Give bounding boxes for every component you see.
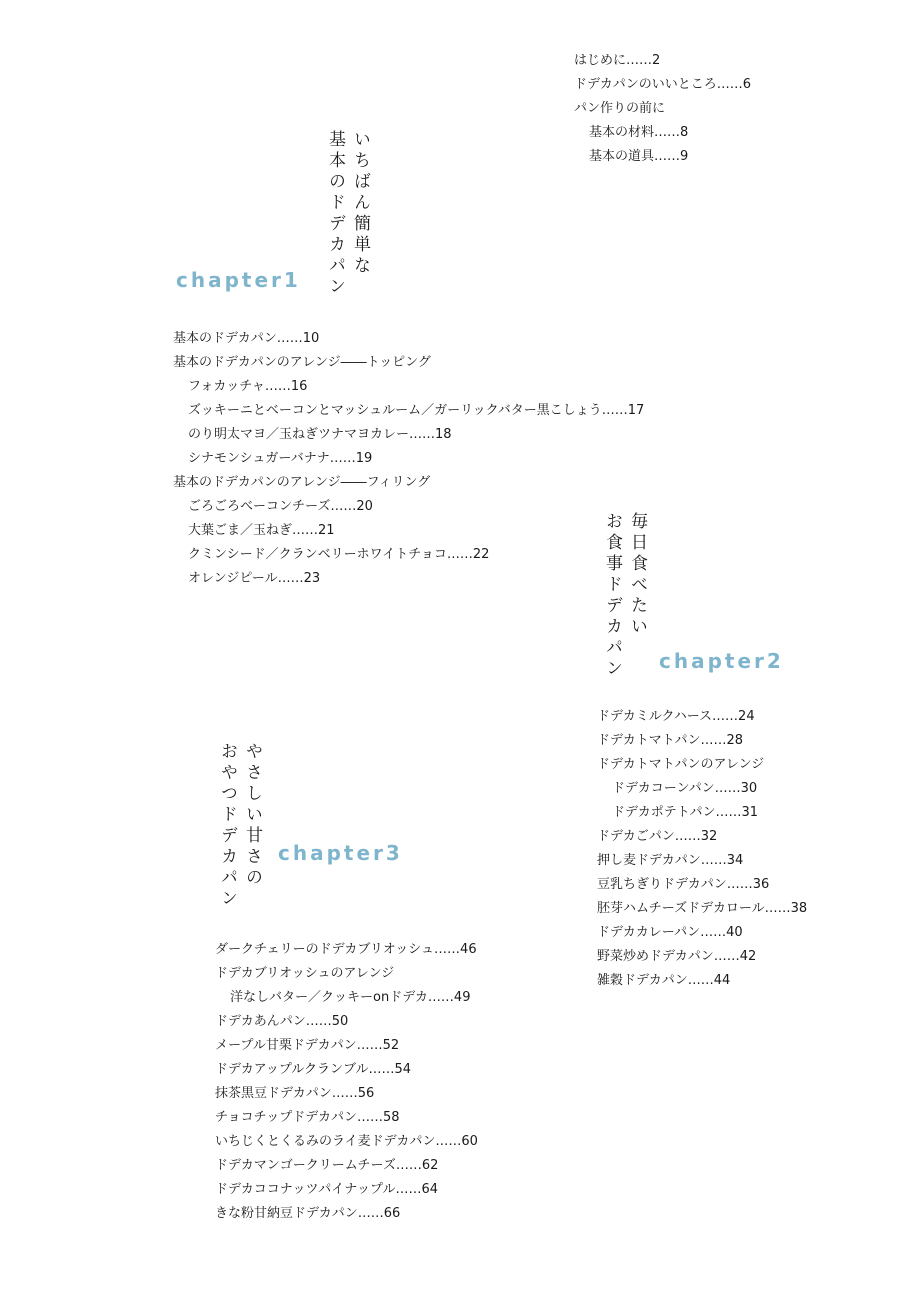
toc-entry[interactable]: ドデカマンゴークリームチーズ……62 (215, 1158, 439, 1173)
toc-entry[interactable]: ドデカアップルクランブル……54 (215, 1062, 412, 1077)
toc-entry[interactable]: クミンシード／クランベリーホワイトチョコ……22 (188, 547, 490, 562)
toc-entry[interactable]: ドデカトマトパン……28 (597, 733, 744, 748)
toc-entry[interactable]: ドデカカレーパン……40 (597, 925, 743, 940)
toc-entry[interactable]: きな粉甘納豆ドデカパン……66 (215, 1206, 401, 1221)
chapter2-label: chapter2 (659, 649, 784, 673)
toc-entry[interactable]: 基本のドデカパン……10 (173, 331, 320, 346)
toc-entry[interactable]: 基本の道具……9 (589, 149, 689, 164)
toc-entry[interactable]: ドデカトマトパンのアレンジ (597, 757, 765, 772)
toc-entry[interactable]: 胚芽ハムチーズドデカロール……38 (597, 901, 808, 916)
chapter2-title-line1: 毎日食べたい (627, 512, 647, 638)
toc-entry[interactable]: ドデカブリオッシュのアレンジ (215, 966, 395, 981)
toc-entry[interactable]: シナモンシュガーバナナ……19 (188, 451, 373, 466)
chapter1-title-line2: 基本のドデカパン (325, 130, 345, 298)
toc-entry[interactable]: ドデカコーンパン……30 (612, 781, 758, 796)
toc-entry[interactable]: 基本のドデカパンのアレンジ――トッピング (173, 355, 431, 370)
toc-entry[interactable]: ドデカごパン……32 (597, 829, 718, 844)
toc-entry[interactable]: チョコチップドデカパン……58 (215, 1110, 400, 1125)
chapter3-title-line2: おやつドデカパン (217, 742, 237, 910)
chapter3-toc (215, 938, 478, 1226)
toc-entry[interactable]: ごろごろベーコンチーズ……20 (188, 499, 373, 514)
toc-entry[interactable]: 野菜炒めドデカパン……42 (597, 949, 757, 964)
toc-entry[interactable]: 基本の材料……8 (589, 125, 689, 140)
toc-entry[interactable]: ドデカあんパン……50 (215, 1014, 349, 1029)
toc-entry[interactable]: パン作りの前に (574, 101, 666, 116)
chapter2-title-line2: お食事ドデカパン (602, 512, 622, 680)
toc-entry[interactable]: ダークチェリーのドデカブリオッシュ……46 (215, 942, 477, 957)
toc-entry[interactable]: 大葉ごま／玉ねぎ……21 (188, 523, 335, 538)
toc-entry[interactable]: ドデカポテトパン……31 (612, 805, 759, 820)
intro-toc (574, 49, 751, 169)
toc-entry[interactable]: ズッキーニとベーコンとマッシュルーム／ガーリックバター黒こしょう……17 (188, 403, 645, 418)
toc-entry[interactable]: 押し麦ドデカパン……34 (597, 853, 744, 868)
toc-entry[interactable]: フォカッチャ……16 (188, 379, 308, 394)
toc-entry[interactable]: 豆乳ちぎりドデカパン……36 (597, 877, 770, 892)
toc-entry[interactable]: オレンジピール……23 (188, 571, 321, 586)
toc-entry[interactable]: メープル甘栗ドデカパン……52 (215, 1038, 400, 1053)
toc-entry[interactable]: はじめに……2 (574, 53, 661, 68)
toc-entry[interactable]: 基本のドデカパンのアレンジ――フィリング (173, 475, 431, 490)
toc-entry[interactable]: ドデカココナッツパイナップル……64 (215, 1182, 438, 1197)
chapter3-label: chapter3 (278, 841, 403, 865)
toc-entry[interactable]: のり明太マヨ／玉ねぎツナマヨカレー……18 (188, 427, 452, 442)
toc-entry[interactable]: 洋なしバター／クッキーonドデカ……49 (230, 990, 471, 1005)
chapter3-title-line1: やさしい甘さの (242, 742, 262, 889)
toc-entry[interactable]: ドデカパンのいいところ……6 (574, 77, 752, 92)
toc-entry[interactable]: 雑穀ドデカパン……44 (597, 973, 731, 988)
toc-entry[interactable]: ドデカミルクハース……24 (597, 709, 755, 724)
chapter2-toc (597, 705, 807, 993)
toc-entry[interactable]: 抹茶黒豆ドデカパン……56 (215, 1086, 375, 1101)
chapter1-label: chapter1 (176, 268, 301, 292)
toc-entry[interactable]: いちじくとくるみのライ麦ドデカパン……60 (215, 1134, 478, 1149)
chapter1-toc (173, 327, 644, 591)
chapter1-title-line1: いちばん簡単な (350, 130, 370, 277)
